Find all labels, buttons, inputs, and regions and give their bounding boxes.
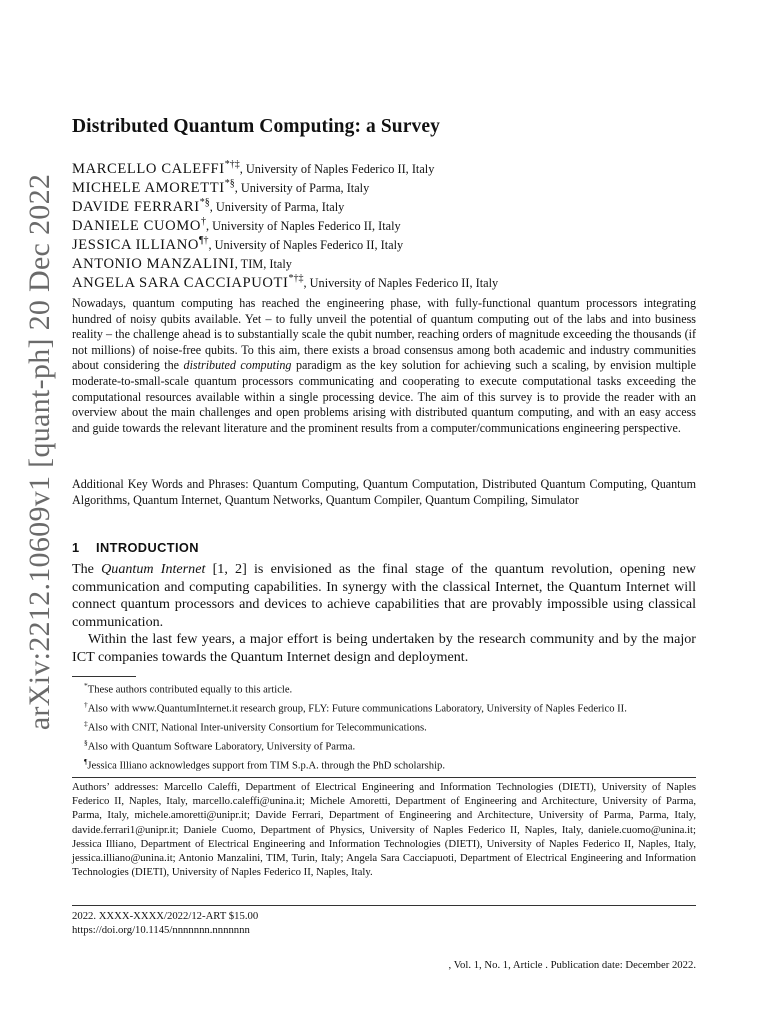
footnote-text: Also with Quantum Software Laboratory, University of Parma. xyxy=(87,741,356,753)
body-paragraph xyxy=(72,561,696,631)
abstract xyxy=(72,296,696,436)
author-entry xyxy=(72,174,696,196)
footnote-text: These authors contributed equally to this article. xyxy=(87,684,293,696)
footnote-text: Also with www.QuantumInternet.it research group, FLY: Future communications Laboratory, University of Naples Federico II. xyxy=(87,703,627,715)
abstract-emphasis: distributed computing xyxy=(183,358,292,373)
author-marks: *†‡ xyxy=(224,159,240,170)
author-name: MARCELLO CALEFFI xyxy=(72,161,225,177)
footnote-mark: § xyxy=(84,737,88,747)
abstract-text-start: Nowadays, quantum computing has reached the engineering phase, with fully-functional quantum processors integrating hundred of noisy qubits available. Yet – to fully unveil the potential of quantum computing out of the labs and into business reality – the challenge ahead is to substantially scale the qubit number, reaching orders of magnitude exceeding the thousands (if not millions) of noise-free qubits. To this aim, there exists a broad consensus among both academic and industry communities about considering the xyxy=(72,296,696,373)
author-affiliation: , University of Naples Federico II, Italy xyxy=(206,219,401,233)
paragraph-emphasis: Quantum Internet xyxy=(101,561,206,577)
author-name: JESSICA ILLIANO xyxy=(72,237,199,253)
author-entry xyxy=(72,155,696,177)
section-number: 1 xyxy=(72,540,80,555)
author-marks: ¶† xyxy=(198,235,209,246)
keywords: Additional Key Words and Phrases: Quantum Computing, Quantum Computation, Distributed Quantum Computing, Quantum Algorithms, Quantum Internet, Quantum Networks, Quantum Compiler, Quantum Compiling, Simulator xyxy=(72,477,696,507)
author-name: DANIELE CUOMO xyxy=(72,218,201,234)
footnote xyxy=(72,679,696,698)
arxiv-identifier-stamp: arXiv:2212.10609v1 [quant-ph] 20 Dec 2022 xyxy=(23,173,56,731)
running-footer: , Vol. 1, No. 1, Article . Publication date: December 2022. xyxy=(448,959,696,971)
author-entry xyxy=(72,193,696,215)
paper-title: Distributed Quantum Computing: a Survey xyxy=(72,116,440,137)
introduction-body xyxy=(72,561,696,667)
section-heading xyxy=(72,540,696,555)
footnote-mark: ¶ xyxy=(84,756,88,766)
footnote-mark: † xyxy=(84,699,88,709)
author-name: DAVIDE FERRARI xyxy=(72,199,200,215)
author-name: ANTONIO MANZALINI xyxy=(72,256,235,272)
author-affiliation: , University of Naples Federico II, Italy xyxy=(239,162,435,176)
footnote xyxy=(72,698,696,717)
author-affiliation: , TIM, Italy xyxy=(234,257,292,271)
author-affiliation: , University of Parma, Italy xyxy=(234,181,370,195)
author-affiliation: , University of Naples Federico II, Italy xyxy=(303,276,499,290)
paragraph-text: [1, 2] is envisioned as the final stage of the quantum revolution, opening new communication and computing capabilities. In synergy with the classical Internet, the Quantum Internet will connect quantum processors and devices to achieve capabilities that are provably impossible using classical communication. xyxy=(72,561,696,630)
publication-info: 2022. XXXX-XXXX/2022/12-ART $15.00 xyxy=(72,910,259,922)
doi-link[interactable]: https://doi.org/10.1145/nnnnnnn.nnnnnnn xyxy=(72,924,250,936)
author-marks: *§ xyxy=(199,197,210,208)
author-entry xyxy=(72,231,696,253)
footnotes xyxy=(72,679,696,774)
author-affiliation: , University of Parma, Italy xyxy=(209,200,345,214)
author-list xyxy=(72,155,696,291)
author-marks: *§ xyxy=(224,178,235,189)
arxiv-sidebar xyxy=(0,0,80,1024)
author-name: ANGELA SARA CACCIAPUOTI xyxy=(72,275,289,291)
author-marks: † xyxy=(201,216,206,227)
author-entry xyxy=(72,212,696,234)
footnote-text: Jessica Illiano acknowledges support from TIM S.p.A. through the PhD scholarship. xyxy=(87,760,445,772)
abstract-text-end: paradigm as the key solution for achieving such a scaling, by envision multiple moderate-to-small-scale quantum processors communicating and cooperating to execute computational tasks exceeding the computational resources available within a single processing device. The aim of this survey is to provide the reader with an overview about the main challenges and open problems arising with distributed quantum computing, and with an easy access and guide towards the relevant literature and the prominent results from a computer/communications engineering perspective. xyxy=(72,358,696,435)
author-addresses: Authors’ addresses: Marcello Caleffi, Department of Electrical Engineering and Information Technologies (DIETI), University of Naples Federico II, Naples, Italy, marcello.caleffi@unina.it; Michele Amoretti, Department of Engineering and Architecture, University of Parma, Parma, Italy, michele.amoretti@unipr.it; Davide Ferrari, Department of Engineering and Architecture, University of Parma, Parma, Italy, davide.ferrari1@unipr.it; Daniele Cuomo, Department of Physics, University of Naples Federico II, Naples, Italy, daniele.cuomo@unina.it; Jessica Illiano, Department of Electrical Engineering and Information Technologies (DIETI), University of Naples Federico II, Naples, Italy, jessica.illiano@unina.it; Antonio Manzalini, TIM, Turin, Italy; Angela Sara Cacciapuoti, Department of Electrical Engineering and Information Technologies (DIETI), University of Naples Federico II, Naples, Italy. xyxy=(72,781,696,879)
footnote xyxy=(72,717,696,736)
footnote-mark: * xyxy=(84,681,88,690)
footnote xyxy=(72,755,696,774)
section-title: INTRODUCTION xyxy=(96,540,199,555)
author-marks: *†‡ xyxy=(288,273,304,284)
paragraph-text: The xyxy=(72,561,102,577)
footnote-mark: ‡ xyxy=(84,718,88,728)
addresses-divider xyxy=(72,777,696,778)
author-affiliation: , University of Naples Federico II, Italy xyxy=(208,238,404,252)
footnote-text: Also with CNIT, National Inter-university Consortium for Telecommunications. xyxy=(87,722,427,734)
footnote-divider xyxy=(72,676,136,677)
author-name: MICHELE AMORETTI xyxy=(72,180,225,196)
author-entry xyxy=(72,269,696,291)
publication-divider xyxy=(72,905,696,906)
body-paragraph: Within the last few years, a major effort is being undertaken by the research community and by the major ICT companies towards the Quantum Internet design and deployment. xyxy=(72,631,696,665)
author-entry xyxy=(72,250,696,272)
footnote xyxy=(72,736,696,755)
